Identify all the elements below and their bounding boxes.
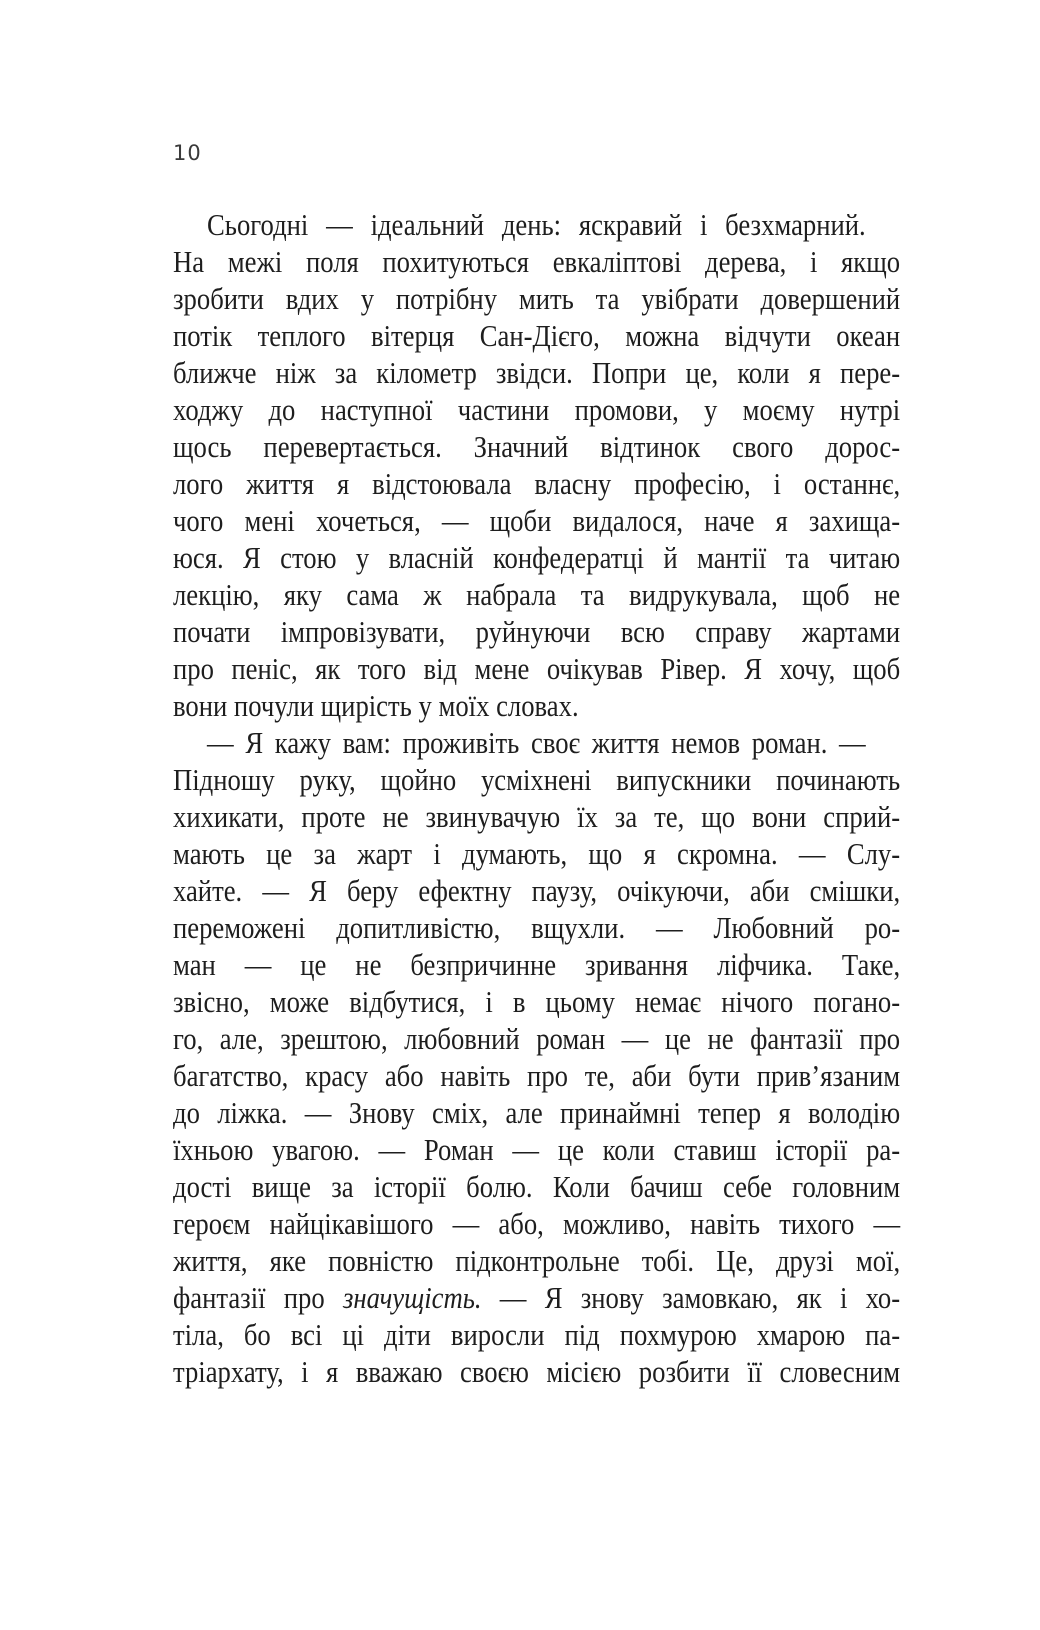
page-number: 10 <box>173 141 202 165</box>
text-line: їхньою увагою. — Роман — це коли ставиш історії ра- <box>173 1132 901 1167</box>
text-line: щось перевертається. Значний відтинок свого дорос- <box>173 429 901 464</box>
text-line: ман — це не безпричинне зривання ліфчика. Таке, <box>173 947 901 982</box>
text-line: На межі поля похитуються евкаліптові дерева, і якщо <box>173 244 901 279</box>
body-text <box>173 206 900 1390</box>
text-line: звісно, може відбутися, і в цьому немає нічого погано- <box>173 984 901 1019</box>
text-line: юся. Я стою у власній конфедератці й мантії та читаю <box>173 540 901 575</box>
text-line: про пеніс, як того від мене очікував Рівер. Я хочу, щоб <box>173 651 901 686</box>
text-line: чого мені хочеться, — щоби видалося, наче я захища- <box>173 503 901 538</box>
text-line: лого життя я відстоювала власну професію, і останнє, <box>173 466 901 501</box>
text-line: хихикати, проте не звинувачую їх за те, що вони сприй- <box>173 799 901 834</box>
text-line: дості вище за історії болю. Коли бачиш себе головним <box>173 1169 901 1204</box>
text-line: го, але, зрештою, любовний роман — це не фантазії про <box>173 1021 901 1056</box>
text-line: мають це за жарт і думають, що я скромна. — Слу- <box>173 836 901 871</box>
text-line: героєм найцікавішого — або, можливо, навіть тихого — <box>173 1206 901 1241</box>
text-line: багатство, красу або навіть про те, аби бути прив’язаним <box>173 1058 901 1093</box>
text-line: тіла, бо всі ці діти виросли під похмурою хмарою па- <box>173 1317 901 1352</box>
text-line: лекцію, яку сама ж набрала та видрукувала, щоб не <box>173 577 901 612</box>
text-line: переможені допитливістю, вщухли. — Любовний ро- <box>173 910 901 945</box>
text-line: вони почули щирість у моїх словах. <box>173 688 579 723</box>
text-line: ходжу до наступної частини промови, у моєму нутрі <box>173 392 901 427</box>
text-line: почати імпровізувати, руйнуючи всю справу жартами <box>173 614 901 649</box>
emphasized-word: значущість. <box>342 1280 482 1315</box>
text-line: потік теплого вітерця Сан-Дієго, можна відчути океан <box>173 318 901 353</box>
text-line: — Я кажу вам: проживіть своє життя немов роман. — <box>207 725 866 760</box>
text-line-with-emphasis: фантазії про значущість. — Я знову замовкаю, як і хо- <box>173 1280 901 1315</box>
text-line: життя, яке повністю підконтрольне тобі. Це, друзі мої, <box>173 1243 901 1278</box>
text-line: зробити вдих у потрібну мить та увібрати довершений <box>173 281 901 316</box>
paragraph-1 <box>173 206 900 724</box>
text-line: до ліжка. — Знову сміх, але принаймні тепер я володію <box>173 1095 901 1130</box>
text-line: ближче ніж за кілометр звідси. Попри це, коли я пере- <box>173 355 901 390</box>
text-line: хайте. — Я беру ефектну паузу, очікуючи, аби смішки, <box>173 873 901 908</box>
text-line: тріархату, і я вважаю своєю місією розбити її словесним <box>173 1354 901 1389</box>
text-line: Підношу руку, щойно усміхнені випускники починають <box>173 762 901 797</box>
paragraph-2 <box>173 724 900 1390</box>
text-line: Сьогодні — ідеальний день: яскравий і безхмарний. <box>207 207 866 242</box>
